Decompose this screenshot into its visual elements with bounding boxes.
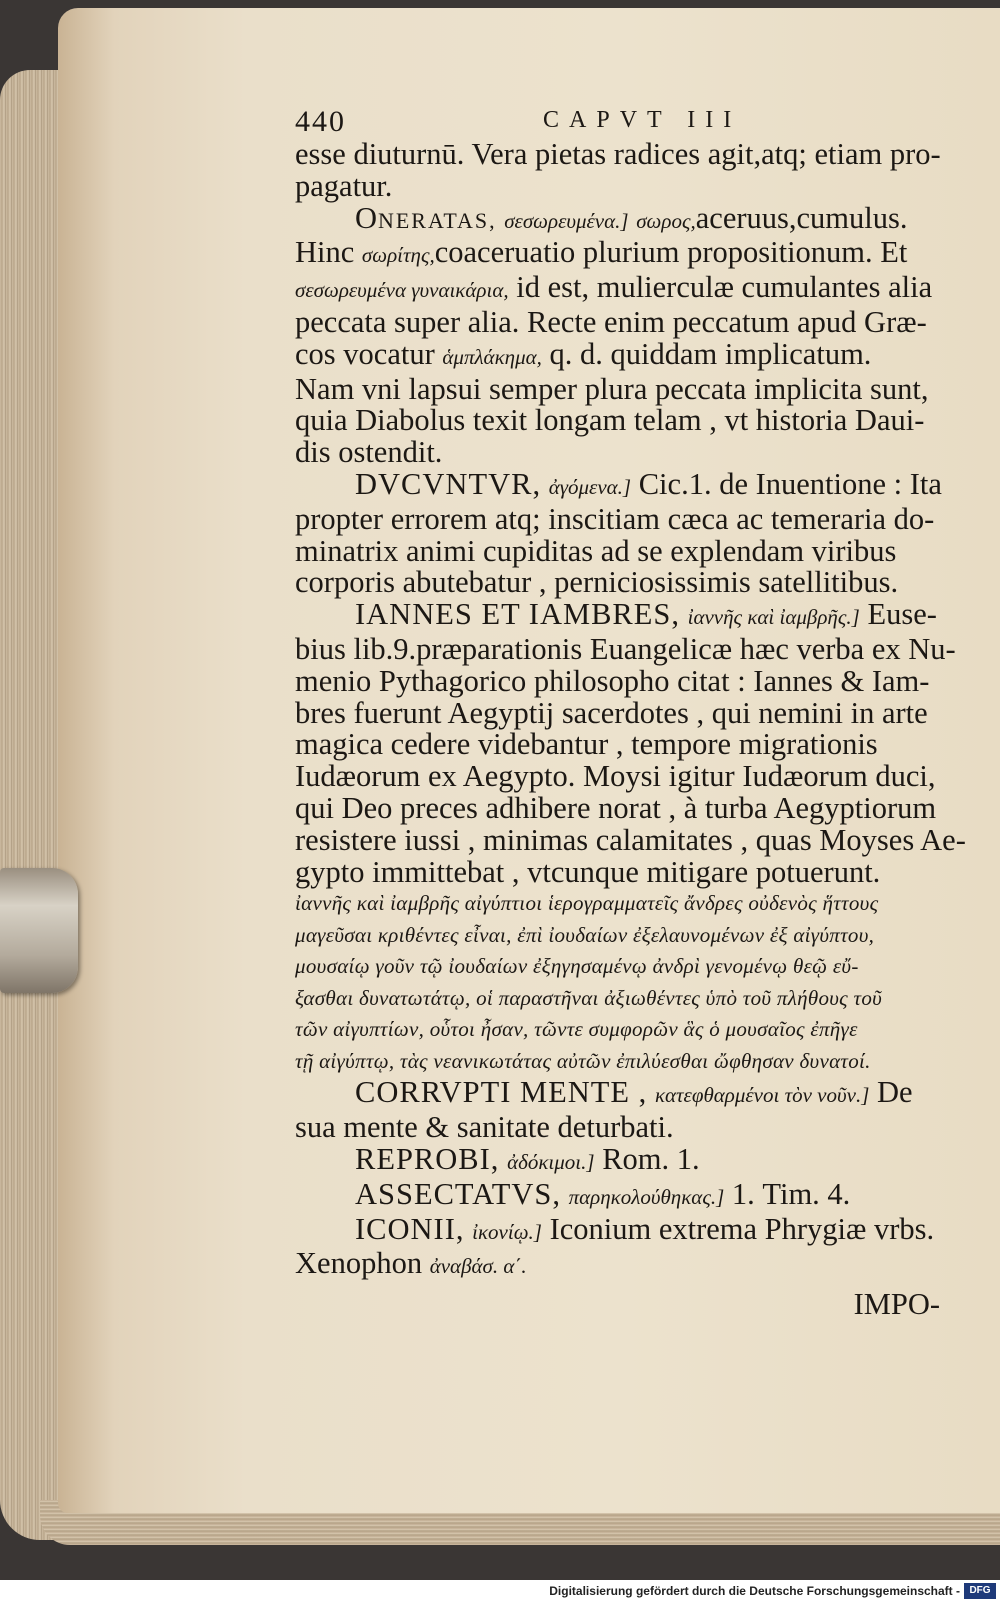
text-line: dis ostendit. [295,435,443,470]
text-line: cos vocatur ἁμπλάκημα, q. d. quiddam implicatum. [295,336,872,371]
lemma-line: ASSECTATVS, παρηκολούθηκας.] 1. Tim. 4. [355,1176,851,1211]
dfg-logo: DFG [964,1583,996,1599]
text-line: bres fuerunt Aegyptij sacerdotes , qui nemini in arte [295,695,928,730]
footer-bar [0,1580,1000,1605]
text-line: σεσωρευμένα γυναικάρια, id est, mulierculæ cumulantes alia [295,270,933,305]
lemma-line: CORRVPTI MENTE , κατεφθαρμένοι τὸν νοῦν.] De [355,1075,913,1110]
text-line: peccata super alia. Recte enim peccatum apud Græ- [295,304,927,339]
text-line: esse diuturnū. Vera pietas radices agit,atq; etiam pro- [295,137,941,171]
text-line: Iudæorum ex Aegypto. Moysi igitur Iudæorum duci, [295,759,936,794]
page-clip [0,868,78,993]
text-line: magica cedere videbantur , tempore migrationis [295,727,878,762]
text-line: pagatur. [295,168,393,203]
page-text [295,105,966,1322]
text-line: minatrix animi cupiditas ad se explendam viribus [295,533,897,568]
greek-quote-line: ξασθαι δυνατωτάτῳ, οἱ παραστῆναι ἀξιωθέντες ὑπὸ τοῦ πλήθους τοῦ [295,985,883,1010]
greek-quote-line: μαγεῦσαι κριθέντες εἶναι, ἐπὶ ἰουδαίων ἐξελαυνομένων ἐξ αἰγύπτου, [295,922,875,947]
lemma-line: DVCVNTVR, ἀγόμενα.] Cic.1. de Inuentione : Ita [355,466,942,501]
text-line: bius lib.9.præparationis Euangelicæ hæc verba ex Nu- [295,631,956,666]
running-title: CAPVT III [543,107,742,133]
greek-quote-line: ἰαννῆς καὶ ἰαμβρῆς αἰγύπτιοι ἱερογραμματεῖς ἄνδρες οὐδενὸς ἥττους [295,891,879,916]
text-line: qui Deo preces adhibere norat , à turba Aegyptiorum [295,790,937,825]
running-header [295,105,960,139]
page-number: 440 [295,105,346,138]
catchword: IMPO- [853,1287,940,1322]
text-line: corporis abutebatur , perniciosissimis satellitibus. [295,565,899,600]
lemma-line: ONERATAS, σεσωρευμένα.] σωρος,aceruus,cumulus. [355,200,908,235]
text-line: propter errorem atq; inscitiam cæca ac temeraria do- [295,501,935,536]
lemma-line: REPROBI, ἀδόκιμοι.] Rom. 1. [355,1141,700,1176]
text-line: resistere iussi , minimas calamitates , quas Moyses Ae- [295,822,966,857]
text-line: Xenophon ἀναβάσ. α΄. [295,1246,527,1281]
text-line: gypto immittebat , vtcunque mitigare potuerunt. [295,854,881,889]
greek-quote-line: μουσαίῳ γοῦν τῷ ἰουδαίων ἐξηγησαμένῳ ἀνδρὶ γενομένῳ θεῷ εὔ- [295,954,859,979]
text-line: Hinc σωρίτης,coaceruatio plurium propositionum. Et [295,235,908,270]
footer-credit: Digitalisierung gefördert durch die Deutsche Forschungsgemeinschaft - [549,1584,960,1598]
text-line: menio Pythagorico philosopho citat : Iannes & Iam- [295,663,930,698]
lemma-line: ICONII, ἰκονίῳ.] Iconium extrema Phrygiæ vrbs. [355,1211,935,1246]
text-line: quia Diabolus texit longam telam , vt historia Daui- [295,403,925,438]
text-line: sua mente & sanitate deturbati. [295,1110,674,1145]
greek-quote-line: τῇ αἰγύπτῳ, τὰς νεανικωτάτας αὐτῶν ἐπιλύεσθαι ὤφθησαν δυνατοί. [295,1048,871,1073]
text-line: Nam vni lapsui semper plura peccata implicita sunt, [295,371,929,406]
lemma-line: IANNES ET IAMBRES, ἰαννῆς καὶ ἰαμβρῆς.] Euse- [355,597,937,632]
greek-quote-line: τῶν αἰγυπτίων, οὗτοι ἦσαν, τῶντε συμφορῶν ἃς ὁ μουσαῖος ἐπῆγε [295,1017,858,1042]
